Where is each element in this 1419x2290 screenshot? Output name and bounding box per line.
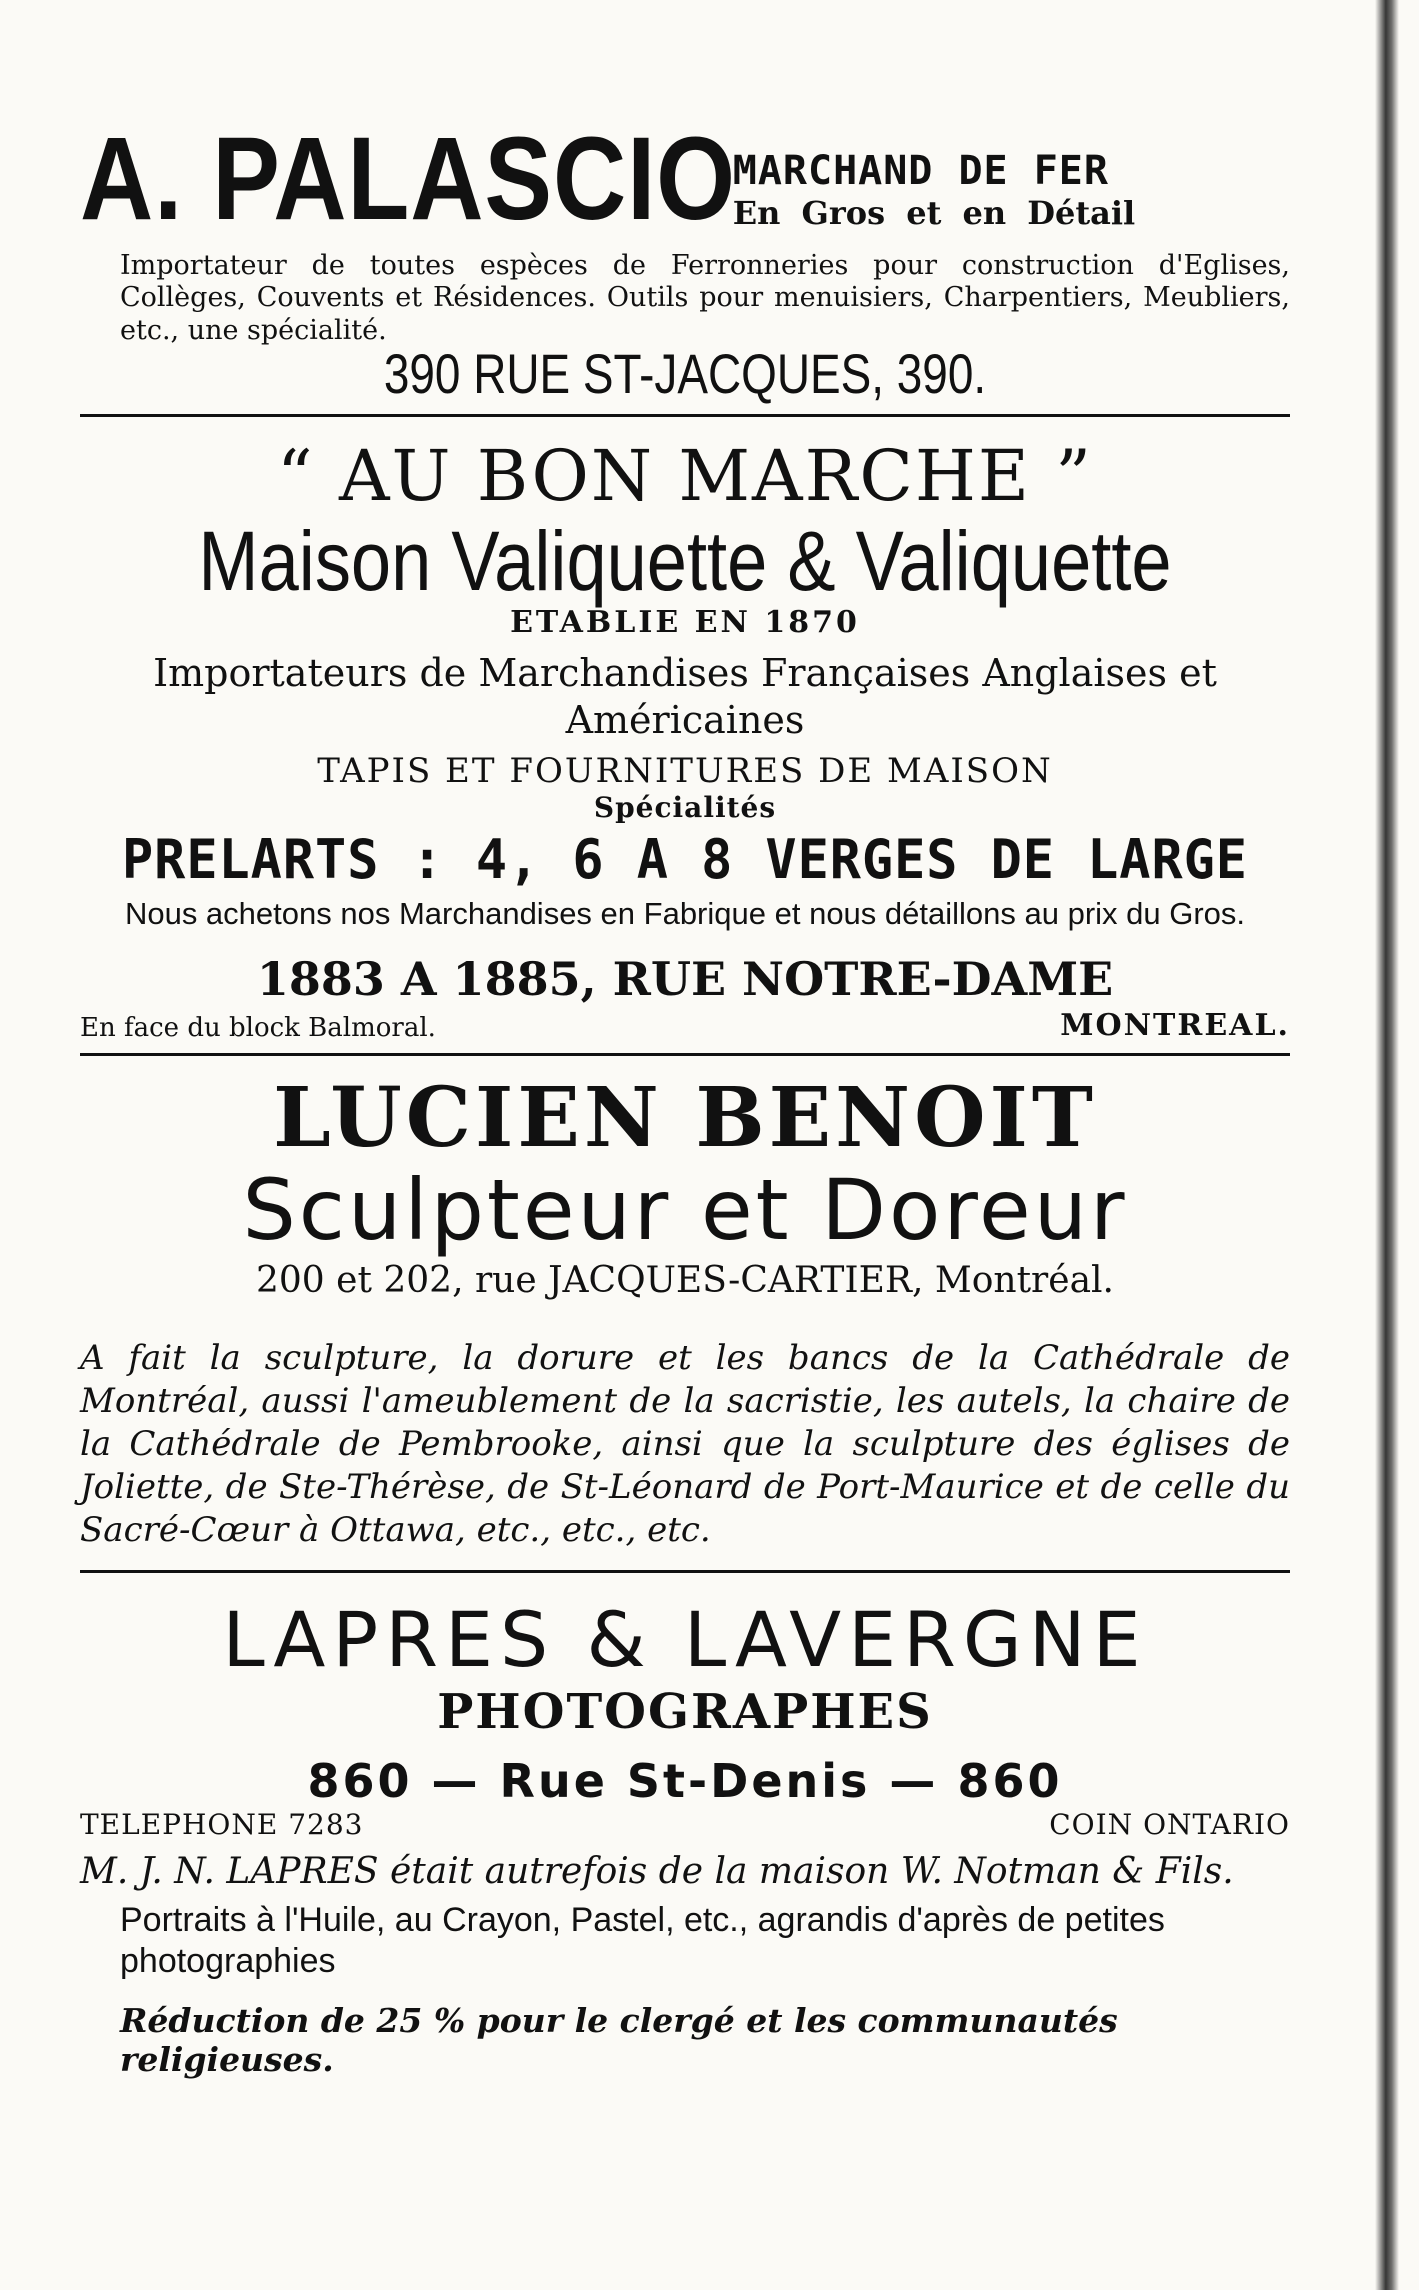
lapres-former: M. J. N. LAPRES était autrefois de la maison W. Notman & Fils.	[80, 1850, 1234, 1892]
bon-marche-achat: Nous achetons nos Marchandises en Fabrique et nous détaillons au prix du Gros.	[124, 896, 1246, 932]
divider-1	[80, 414, 1290, 417]
bon-marche-footer	[80, 1008, 1290, 1043]
lapres-subtitle: PHOTOGRAPHES	[437, 1683, 933, 1740]
bon-marche-title: “ AU BON MARCHE ”	[276, 435, 1094, 518]
palascio-address: 390 RUE ST-JACQUES, 390.	[383, 342, 987, 406]
benoit-text: A fait la sculpture, la dorure et les bancs de la Cathédrale de Montréal, aussi l'ameublement de la sacristie, les autels, la chaire de la Cathédrale de Pembrooke, ainsi que la sculpture des églises de Joliette, de Ste-Thérèse, de St-Léonard de Port-Maurice et de celle du Sacré-Cœur à Ottawa, etc., etc., etc.	[80, 1338, 1290, 1550]
lapres-telephone: TELEPHONE 7283	[80, 1807, 364, 1841]
bon-marche-specialites: Spécialités	[593, 791, 777, 825]
bon-marche-tapis: TAPIS ET FOURNITURES DE MAISON	[317, 751, 1053, 792]
palascio-subtitle-trade: MARCHAND DE FER	[732, 148, 1109, 194]
palascio-subtitle-scope: En Gros et en Détail	[732, 194, 1136, 232]
lapres-portraits: Portraits à l'Huile, au Crayon, Pastel, etc., agrandis d'après de petites photographies	[120, 1900, 1165, 1981]
bon-marche-en-face: En face du block Balmoral.	[80, 1013, 436, 1044]
ad-benoit	[80, 1070, 1290, 1551]
bon-marche-city: MONTREAL.	[1060, 1008, 1290, 1044]
palascio-description: Importateur de toutes espèces de Ferronneries pour construction d'Eglises, Collèges, Couvents et Résidences. Outils pour menuisiers, Charpentiers, Meubliers, etc., une spécialité.	[120, 250, 1290, 346]
benoit-name: LUCIEN BENOIT	[273, 1070, 1097, 1167]
page-content	[80, 113, 1290, 2079]
lapres-address: 860 — Rue St-Denis — 860	[307, 1753, 1063, 1808]
divider-2	[80, 1053, 1290, 1056]
ad-palascio	[80, 113, 1290, 406]
palascio-subtitles	[733, 148, 1135, 238]
lapres-contact-row	[80, 1808, 1290, 1841]
bon-marche-established: ETABLIE EN 1870	[510, 605, 860, 641]
ad-bon-marche	[80, 435, 1290, 1043]
benoit-address: 200 et 202, rue JACQUES-CARTIER, Montréal.	[255, 1260, 1114, 1302]
bon-marche-name: Maison Valiquette & Valiquette	[198, 514, 1172, 609]
lapres-coin: COIN ONTARIO	[1049, 1807, 1290, 1841]
bon-marche-address: 1883 A 1885, RUE NOTRE-DAME	[256, 952, 1114, 1007]
bon-marche-prelarts: PRELARTS : 4, 6 A 8 VERGES DE LARGE	[122, 828, 1248, 892]
benoit-title: Sculpteur et Doreur	[242, 1161, 1128, 1260]
lapres-reduction: Réduction de 25 % pour le clergé et les communautés religieuses.	[120, 2000, 1118, 2079]
page-edge-shadow	[1375, 0, 1399, 2290]
divider-3	[80, 1570, 1290, 1573]
ad-lapres	[80, 1595, 1290, 2079]
lapres-name: LAPRES & LAVERGNE	[222, 1594, 1148, 1684]
palascio-header	[80, 113, 1290, 245]
bon-marche-importers: Importateurs de Marchandises Françaises Anglaises et Américaines	[153, 651, 1217, 742]
palascio-name: A. PALASCIO	[80, 113, 736, 245]
